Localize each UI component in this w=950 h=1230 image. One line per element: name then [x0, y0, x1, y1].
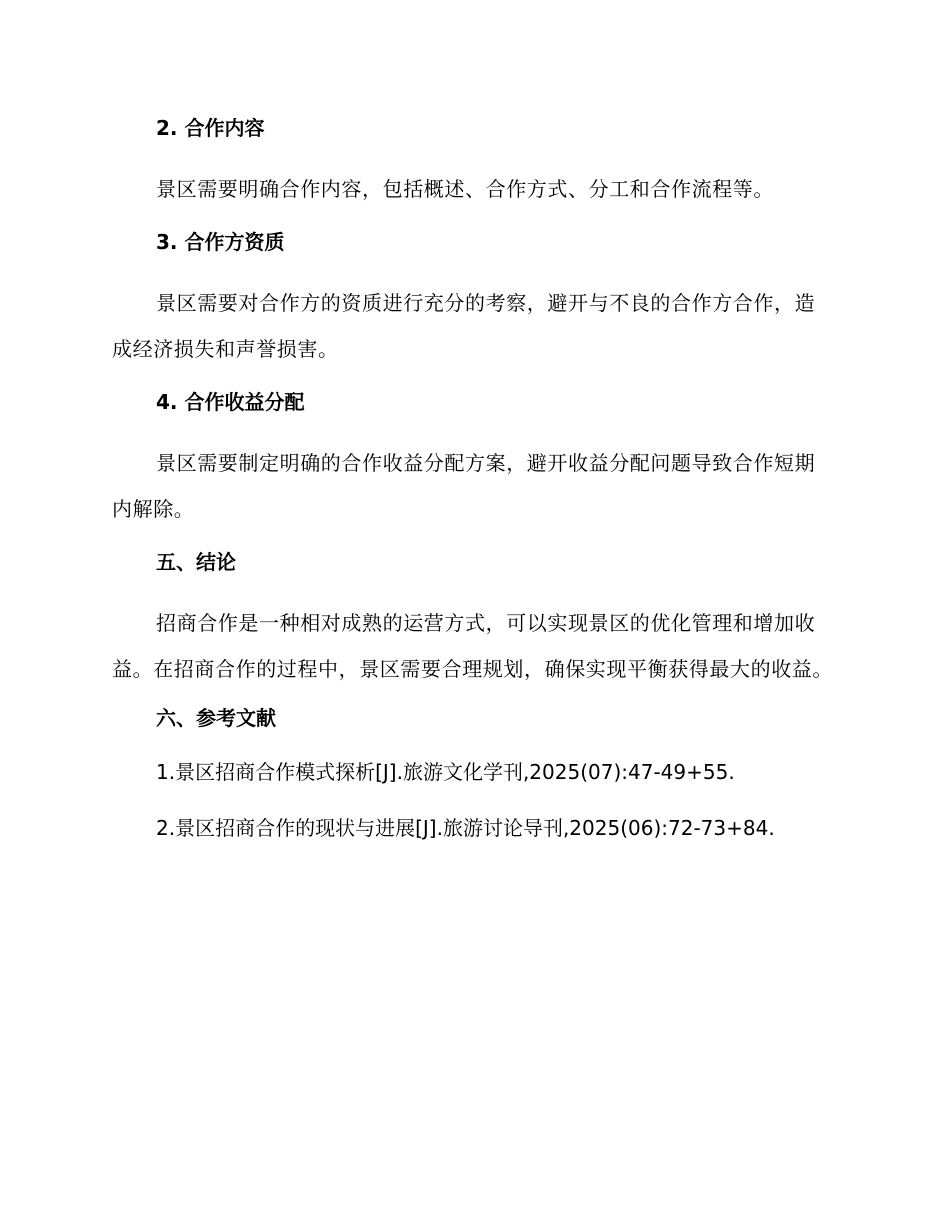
section-heading-cooperation-content: 2. 合作内容: [156, 116, 265, 140]
reference-item: 2.景区招商合作的现状与进展[J].旅游讨论导刊,2025(06):72-73+84.: [156, 816, 775, 840]
section-paragraph-partner-qualification: 景区需要对合作方的资质进行充分的考察，避开与不良的合作方合作，造成经济损失和声誉损害。: [112, 291, 816, 361]
section-paragraph-cooperation-content: 景区需要明确合作内容，包括概述、合作方式、分工和合作流程等。: [156, 177, 774, 201]
section-paragraph-conclusion: 招商合作是一种相对成熟的运营方式，可以实现景区的优化管理和增加收益。在招商合作的过程中，景区需要合理规划，确保实现平衡获得最大的收益。: [112, 611, 833, 681]
section-heading-partner-qualification: 3. 合作方资质: [156, 230, 285, 254]
section-paragraph-revenue-distribution: 景区需要制定明确的合作收益分配方案，避开收益分配问题导致合作短期内解除。: [112, 451, 816, 521]
reference-item: 1.景区招商合作模式探析[J].旅游文化学刊,2025(07):47-49+55.: [156, 760, 735, 784]
document-body: [112, 112, 834, 868]
section-heading-references: 六、参考文献: [156, 706, 276, 730]
section-heading-conclusion: 五、结论: [156, 550, 236, 574]
section-heading-revenue-distribution: 4. 合作收益分配: [156, 390, 305, 414]
